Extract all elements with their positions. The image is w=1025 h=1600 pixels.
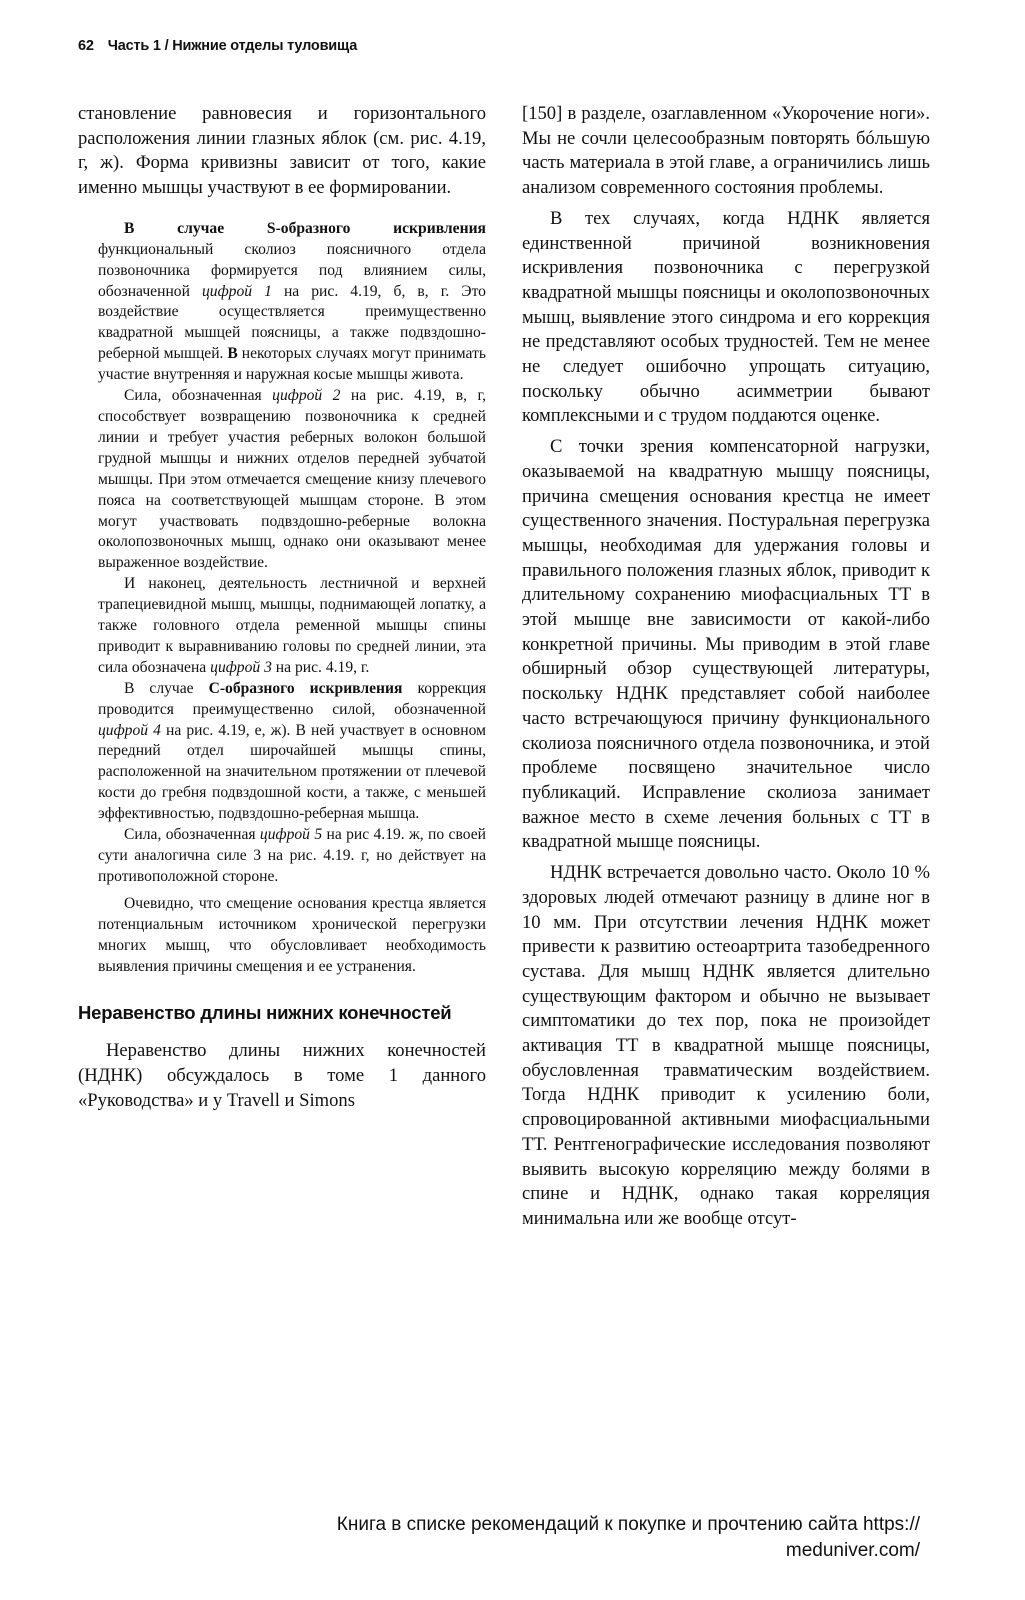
c-curve-text-c: на рис. 4.19, е, ж). В ней участвует в основном передний отдел широчайшей мышцы спины, расположенной на значительном протяжении от плечевой кости до гребня подвздошной кости, а также, с меньшей эффективностью, подвздошно-реберная мышца. bbox=[98, 721, 486, 823]
figure-digit-2: цифрой 2 bbox=[272, 387, 341, 405]
s-curve-bold-2: В bbox=[227, 345, 238, 363]
c-curve-text-a: В случае bbox=[124, 679, 209, 697]
s-curve-text-c: некоторых случаях могут принимать участие внутренняя и наружная косые мышцы живота. bbox=[98, 345, 486, 384]
paragraph-force-3 bbox=[98, 574, 486, 679]
paragraph-left-last: Неравенство длины нижних конечностей (НДНК) обсуждалось в томе 1 данного «Руководства» и у Travell и Simons bbox=[78, 1040, 486, 1111]
figure-digit-5: цифрой 5 bbox=[259, 826, 323, 844]
footer-line-2: meduniver.com/ bbox=[785, 1540, 920, 1561]
paragraph-s-curve bbox=[98, 219, 486, 386]
s-curve-text-a: функциональный сколиоз поясничного отдела позвоночника формируется под влиянием силы, обозначенной bbox=[98, 240, 486, 300]
page-number: 62 bbox=[78, 38, 94, 54]
left-column bbox=[78, 102, 486, 1114]
paragraph-right-1: [150] в разделе, озаглавленном «Укорочение ноги». Мы не сочли целесообразным повторять бóльшую часть материала в этой главе, а ограничились лишь анализом современного состояния проблемы. bbox=[522, 103, 930, 199]
force-2-text-b: на рис. 4.19, в, г, способствует возвращению позвоночника к средней линии и требует участия реберных волокон большой грудной мышцы и нижних отделов передней зубчатой мышцы. При этом отмечается смещение книзу плечевого пояса на соответствующей мышцам стороне. В этом могут участвовать подвздошно-реберные волокна околопозвоночных мышц, однако они оказывают менее выраженное воздействие. bbox=[98, 387, 486, 572]
figure-digit-4: цифрой 4 bbox=[98, 721, 161, 739]
c-curve-text-b: коррекция проводится преимущественно силой, обозначенной bbox=[98, 679, 486, 718]
running-title: Часть 1 / Нижние отделы туловища bbox=[107, 38, 358, 54]
paragraph-force-5 bbox=[98, 825, 486, 888]
footer-line-1: Книга в списке рекомендаций к покупке и прочтению сайта https:// bbox=[336, 1514, 920, 1535]
c-curve-heading: С-образного искривления bbox=[208, 679, 403, 697]
s-curve-heading: В случае S-образного искривления bbox=[124, 219, 486, 237]
right-column bbox=[522, 102, 930, 1238]
running-head bbox=[78, 38, 357, 54]
site-footer-note bbox=[0, 1512, 920, 1564]
figure-digit-3: цифрой 3 bbox=[210, 658, 272, 676]
force-5-text-b: на рис 4.19. ж, по своей сути аналогична силе 3 на рис. 4.19. г, но действует на противоположной стороне. bbox=[98, 826, 486, 885]
paragraph-left-1: становление равновесия и горизонтального расположения линии глазных яблок (см. рис. 4.19, г, ж). Форма кривизны зависит от того, какие именно мышцы участвуют в ее формировании. bbox=[78, 103, 486, 199]
paragraph-force-2 bbox=[98, 386, 486, 574]
force-2-text-a: Сила, обозначенная bbox=[124, 387, 273, 405]
section-heading: Неравенство длины нижних конечностей bbox=[78, 1002, 452, 1024]
figure-digit-1: цифрой 1 bbox=[201, 282, 272, 300]
paragraph-right-2: В тех случаях, когда НДНК является единственной причиной возникновения искривления позвоночника с перегрузкой квадратной мышцы поясницы и околопозвоночных мышц, выявление этого синдрома и его коррекция не представляют особых трудностей. Тем не менее не следует ошибочно упрощать ситуацию, поскольку обычно асимметрии бывают комплексными и с трудом поддаются оценке. bbox=[522, 207, 930, 427]
force-3-text-b: на рис. 4.19, г. bbox=[271, 658, 370, 676]
s-curve-text-b: на рис. 4.19, б, в, г. Это воздействие осуществляется преимущественно квадратной мышцей поясницы, а также подвздошно-реберной мышцей. bbox=[98, 282, 486, 363]
paragraph-right-3: С точки зрения компенсаторной нагрузки, оказываемой на квадратную мышцу поясницы, причина смещения основания крестца не имеет существенного значения. Постуральная перегрузка мышцы, необходимая для удержания головы и правильного положения глазных яблок, приводит к длительному сохранению миофасциальных ТТ в этой мышце вне зависимости от какой-либо конкретной причины. Мы приводим в этой главе обширный обзор существующей литературы, поскольку НДНК представляет собой наиболее часто встречающуюся причину функционального сколиоза поясничного отдела позвоночника, и этой проблеме посвящено значительное число публикаций. Исправление сколиоза занимает важное место в схеме лечения больных с ТТ в квадратной мышце поясницы. bbox=[522, 436, 930, 853]
paragraph-right-4: НДНК встречается довольно часто. Около 10 % здоровых людей отмечают разницу в длине ног в 10 мм. При отсутствии лечения НДНК может привести к развитию остеоартрита тазобедренного сустава. Для мышц НДНК является длительно существующим фактором и обычно не вызывает симптоматики до тех пор, пока не произойдет активация ТТ в квадратной мышце поясницы, обусловленная травматическим воздействием. Тогда НДНК приводит к усилению боли, спровоцированной активными миофасциальными ТТ. Рентгенографические исследования позволяют выявить высокую корреляцию между болями в спине и НДНК, однако такая корреляция минимальна или же вообще отсут- bbox=[522, 862, 930, 1229]
force-5-text-a: Сила, обозначенная bbox=[124, 826, 260, 844]
paragraph-sacrum-conclusion: Очевидно, что смещение основания крестца является потенциальным источником хронической перегрузки многих мышц, что обусловливает необходимость выявления причины смещения и ее устранения. bbox=[98, 894, 486, 975]
force-3-text-a: И наконец, деятельность лестничной и верхней трапециевидной мышц, мышцы, поднимающей лопатку, а также головного отдела ременной мышцы спины приводит к выравниванию головы по средней линии, эта сила обозначена bbox=[98, 575, 486, 676]
paragraph-c-curve bbox=[98, 679, 486, 825]
